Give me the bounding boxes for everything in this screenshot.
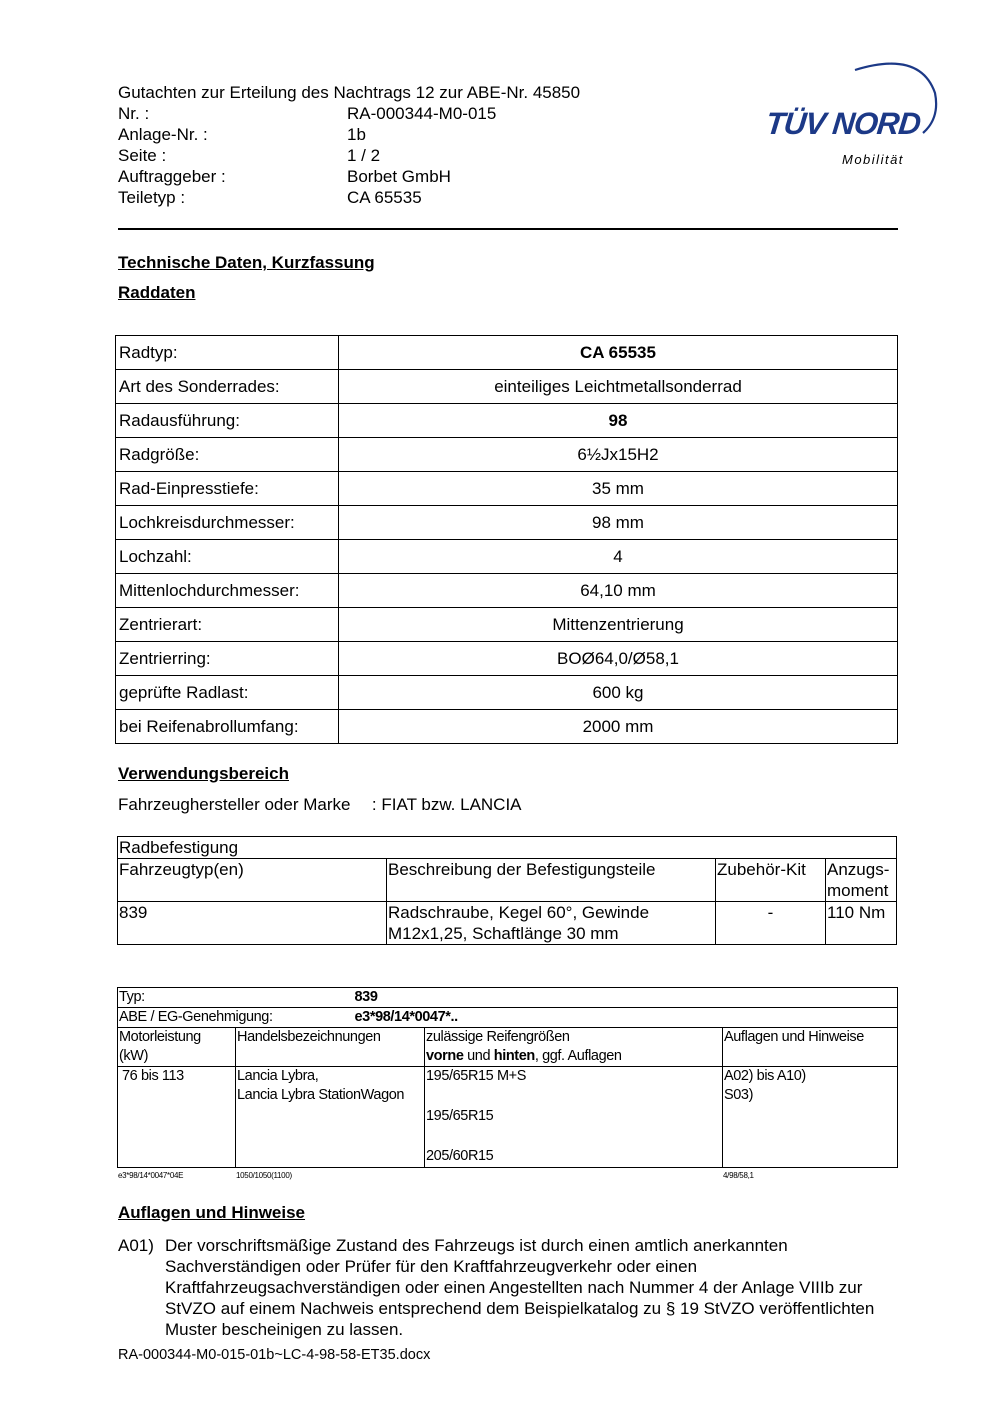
wheel-key: Radtyp:	[116, 336, 339, 370]
mounting-beschreibung-2: M12x1,25, Schaftlänge 30 mm	[388, 924, 619, 943]
header-reifen-vorne: vorne	[426, 1048, 464, 1064]
table-row	[118, 1008, 898, 1028]
mounting-header-moment-1: Anzugs-	[827, 860, 890, 879]
footnote-right: 4/98/58,1	[723, 1171, 754, 1180]
heading-raddaten: Raddaten	[118, 283, 196, 302]
cell-reifen	[425, 1067, 723, 1168]
wheel-key: bei Reifenabrollumfang:	[116, 710, 339, 744]
footnote-left: e3*98/14*0047*04E	[118, 1171, 184, 1180]
wheel-key: geprüfte Radlast:	[116, 676, 339, 710]
mounting-moment: 110 Nm	[826, 902, 897, 945]
table-row	[116, 404, 898, 438]
manufacturer-separator: :	[371, 795, 377, 814]
wheel-value: 4	[339, 540, 898, 574]
wheel-key: Lochzahl:	[116, 540, 339, 574]
vehicle-type-table	[117, 987, 898, 1168]
header-reifen-und: und	[463, 1048, 494, 1064]
wheel-value: Mittenzentrierung	[339, 608, 898, 642]
mounting-kit: -	[716, 902, 826, 945]
note-text: Der vorschriftsmäßige Zustand des Fahrzeugs ist durch einen amtlich anerkannten Sachverständigen oder Prüfer für den Kraftfahrzeugverkehr oder einen Kraftfahrzeugsachverständigen oder einen Angestellten nach Nummer 4 der Anlage VIIIb zur StVZO auf einem Nachweis entsprechend dem Beispielkatalog zu § 19 StVZO veröffentlichten Muster bescheinigen zu lassen.	[165, 1236, 875, 1339]
cell-reifen-1: 195/65R15 M+S	[426, 1068, 526, 1084]
cell-auflagen	[723, 1067, 898, 1168]
table-row	[118, 837, 897, 859]
abe-label: ABE / EG-Genehmigung:	[119, 1009, 273, 1025]
field-label-teiletyp: Teiletyp :	[118, 188, 186, 207]
table-row	[116, 540, 898, 574]
table-row	[118, 1028, 898, 1067]
wheel-value: CA 65535	[339, 336, 898, 370]
note-label: A01)	[118, 1236, 154, 1255]
table-row	[116, 472, 898, 506]
wheel-key: Zentrierart:	[116, 608, 339, 642]
wheel-value: einteiliges Leichtmetallsonderrad	[339, 370, 898, 404]
table-row	[116, 506, 898, 540]
wheel-value: 600 kg	[339, 676, 898, 710]
wheel-key: Radausführung:	[116, 404, 339, 438]
manufacturer-value: FIAT bzw. LANCIA	[381, 795, 522, 814]
wheel-value: 2000 mm	[339, 710, 898, 744]
heading-auflagen: Auflagen und Hinweise	[118, 1203, 306, 1222]
field-value-anlage: 1b	[347, 125, 366, 144]
abe-row	[118, 1008, 898, 1028]
field-value-seite: 1 / 2	[347, 146, 381, 165]
table-row	[116, 336, 898, 370]
cell-handel	[236, 1067, 425, 1168]
header-handel: Handelsbezeichnungen	[236, 1028, 425, 1067]
table-row	[116, 642, 898, 676]
table-row	[116, 370, 898, 404]
cell-auflagen-1: A02) bis A10)	[724, 1068, 806, 1084]
wheel-key: Radgröße:	[116, 438, 339, 472]
table-row	[118, 988, 898, 1008]
footer-filename: RA-000344-M0-015-01b~LC-4-98-58-ET35.docx	[118, 1347, 431, 1363]
field-label-seite: Seite :	[118, 146, 167, 165]
cell-reifen-2: 195/65R15	[426, 1108, 494, 1124]
mounting-beschreibung-1: Radschraube, Kegel 60°, Gewinde	[388, 903, 650, 922]
vehicle-manufacturer-line	[118, 795, 522, 815]
cell-motor: 76 bis 113	[118, 1067, 236, 1168]
wheel-key: Rad-Einpresstiefe:	[116, 472, 339, 506]
document-title: Gutachten zur Erteilung des Nachtrags 12 zur ABE-Nr. 45850	[118, 83, 581, 102]
field-value-nr: RA-000344-M0-015	[347, 104, 497, 123]
footnote-mid: 1050/1050(1100)	[236, 1171, 292, 1180]
wheel-key: Mittenlochdurchmesser:	[116, 574, 339, 608]
header-reifen-2	[426, 1047, 721, 1066]
wheel-data-table	[115, 335, 898, 744]
wheel-value: 98	[339, 404, 898, 438]
mounting-header-moment-2: moment	[827, 881, 889, 900]
typ-value: 839	[354, 989, 378, 1005]
wheel-value: BOØ64,0/Ø58,1	[339, 642, 898, 676]
table-row	[118, 902, 897, 945]
field-label-anlage: Anlage-Nr. :	[118, 125, 208, 144]
mounting-title: Radbefestigung	[118, 837, 897, 859]
mounting-typ: 839	[118, 902, 387, 945]
header-motor	[118, 1028, 236, 1067]
cell-handel-1: Lancia Lybra,	[237, 1068, 319, 1084]
wheel-mounting-table	[117, 836, 897, 945]
typ-label: Typ:	[119, 989, 145, 1005]
cell-handel-2: Lancia Lybra StationWagon	[237, 1087, 405, 1103]
heading-verwendungsbereich: Verwendungsbereich	[118, 764, 289, 783]
wheel-value: 98 mm	[339, 506, 898, 540]
header-reifen-auflagen: , ggf. Auflagen	[534, 1048, 622, 1064]
field-label-nr: Nr. :	[118, 104, 150, 123]
field-value-teiletyp: CA 65535	[347, 188, 422, 207]
wheel-value: 64,10 mm	[339, 574, 898, 608]
heading-technische-daten: Technische Daten, Kurzfassung	[118, 253, 375, 272]
mounting-header-kit: Zubehör-Kit	[716, 859, 826, 902]
table-row	[116, 676, 898, 710]
mounting-header-moment	[826, 859, 897, 902]
table-row	[116, 710, 898, 744]
table-row	[118, 1067, 898, 1168]
header-motor-2: (kW)	[119, 1048, 148, 1064]
mounting-beschreibung	[387, 902, 716, 945]
mounting-header-typ: Fahrzeugtyp(en)	[118, 859, 387, 902]
wheel-key: Art des Sonderrades:	[116, 370, 339, 404]
table-row	[116, 438, 898, 472]
logo-subtitle: Mobilität	[842, 152, 904, 167]
cell-reifen-3: 205/60R15	[426, 1148, 494, 1164]
tuev-nord-logo	[760, 58, 945, 173]
header-reifen	[425, 1028, 723, 1067]
header-reifen-1: zulässige Reifengrößen	[426, 1029, 570, 1045]
cell-auflagen-2: S03)	[724, 1087, 754, 1103]
header-auflagen: Auflagen und Hinweise	[723, 1028, 898, 1067]
abe-value: e3*98/14*0047*..	[354, 1009, 458, 1025]
manufacturer-label: Fahrzeughersteller oder Marke	[118, 795, 351, 814]
table-row	[116, 574, 898, 608]
field-value-auftraggeber: Borbet GmbH	[347, 167, 451, 186]
wheel-value: 35 mm	[339, 472, 898, 506]
header-reifen-hinten: hinten	[493, 1048, 535, 1064]
field-label-auftraggeber: Auftraggeber :	[118, 167, 226, 186]
wheel-key: Lochkreisdurchmesser:	[116, 506, 339, 540]
header-motor-1: Motorleistung	[119, 1029, 201, 1045]
table-row	[118, 859, 897, 902]
wheel-value: 6½Jx15H2	[339, 438, 898, 472]
wheel-key: Zentrierring:	[116, 642, 339, 676]
table-row	[116, 608, 898, 642]
mounting-header-beschreibung: Beschreibung der Befestigungsteile	[387, 859, 716, 902]
header-divider	[118, 228, 898, 230]
typ-row	[118, 988, 898, 1008]
logo-brand: TÜV NORD	[764, 106, 922, 141]
